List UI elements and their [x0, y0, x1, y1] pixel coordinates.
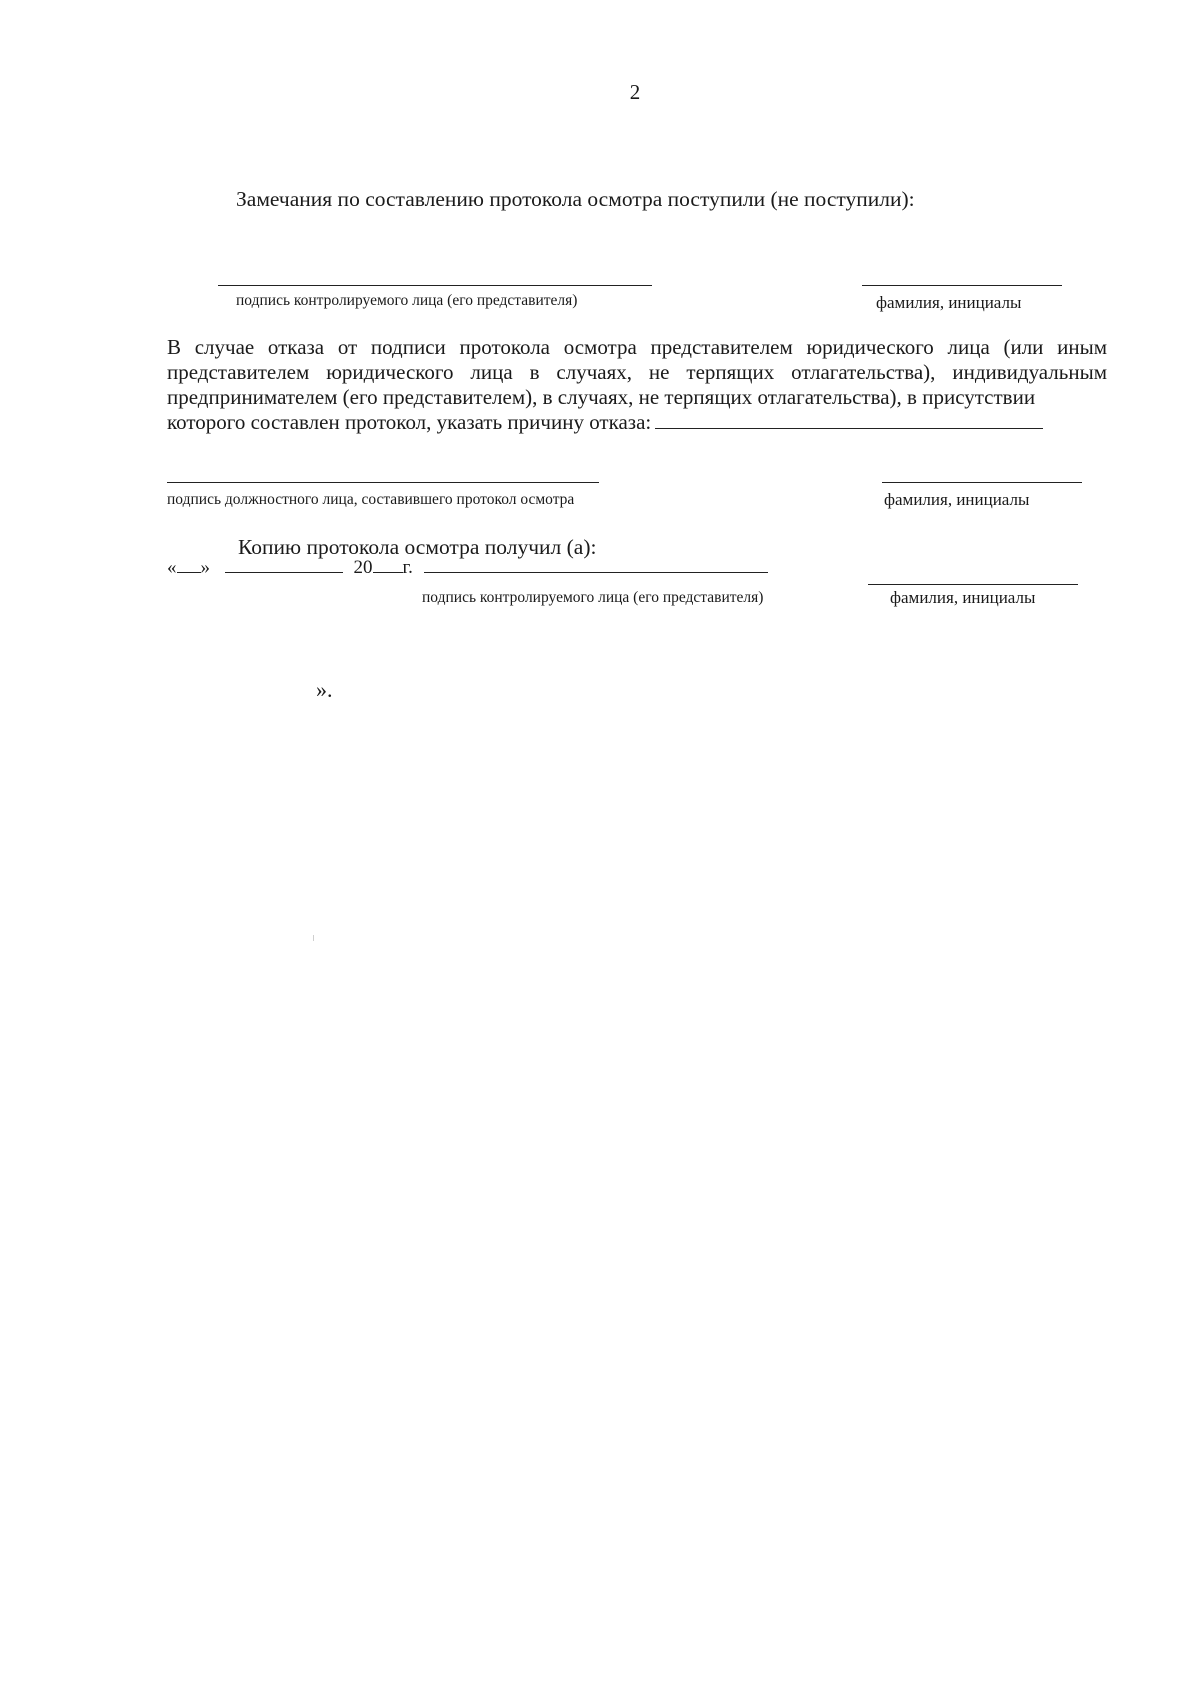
- copy-received-heading: Копию протокола осмотра получил (а):: [238, 535, 597, 559]
- date-quote-open: «: [167, 557, 177, 578]
- copy-signature-caption: подпись контролируемого лица (его представителя): [422, 589, 764, 606]
- remarks-name-line: [862, 285, 1062, 286]
- closing-quote-mark: ».: [316, 677, 333, 702]
- scan-speck: [313, 935, 314, 941]
- remarks-heading: Замечания по составлению протокола осмотра поступили (не поступили):: [236, 187, 915, 211]
- remarks-signature-line: [218, 285, 652, 286]
- page-number: 2: [629, 80, 641, 104]
- copy-name-line: [868, 584, 1078, 585]
- refusal-paragraph: [167, 335, 1107, 435]
- year-suffix: г.: [402, 557, 413, 578]
- copy-signature-blank: [424, 571, 768, 573]
- month-blank: [225, 571, 343, 573]
- refusal-reason-blank: [655, 427, 1043, 429]
- year-blank: [373, 571, 403, 573]
- date-quote-close: »: [200, 557, 210, 578]
- official-name-caption: фамилия, инициалы: [884, 490, 1030, 509]
- day-blank: [177, 571, 201, 573]
- year-prefix: 20: [353, 557, 373, 578]
- refusal-reason-line: [167, 410, 1043, 434]
- official-name-line: [882, 482, 1082, 483]
- refusal-paragraph-text: В случае отказа от подписи протокола осмотра представителем юридического лица (или иным представителем юридического лица в случаях, не терпящих отлагательства), индивидуальным предпринимателем (его представителем), в случаях, не терпящих отлагательства), в присутствии: [167, 335, 1107, 409]
- remarks-name-caption: фамилия, инициалы: [876, 293, 1022, 312]
- copy-received-date-row: [167, 557, 768, 579]
- official-signature-line: [167, 482, 599, 483]
- remarks-signature-caption: подпись контролируемого лица (его представителя): [236, 292, 578, 309]
- official-signature-caption: подпись должностного лица, составившего протокол осмотра: [167, 491, 575, 508]
- copy-name-caption: фамилия, инициалы: [890, 588, 1036, 607]
- refusal-reason-label: которого составлен протокол, указать причину отказа:: [167, 410, 652, 434]
